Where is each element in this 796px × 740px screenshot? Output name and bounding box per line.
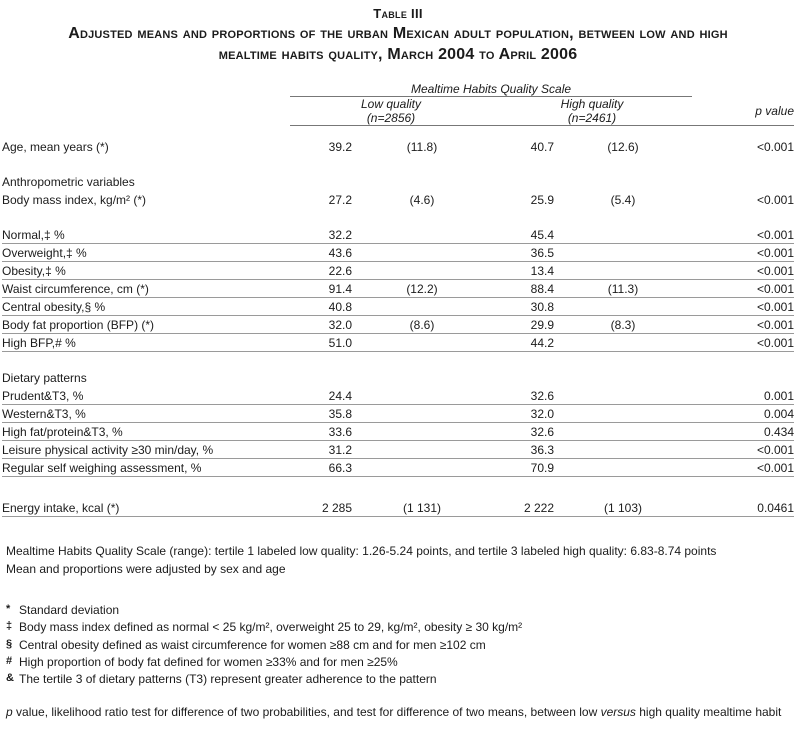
cell-low-value: 51.0 bbox=[290, 334, 352, 352]
cell-p-value: <0.001 bbox=[756, 192, 794, 207]
table-header bbox=[2, 82, 794, 126]
cell-label: Leisure physical activity ≥30 min/day, % bbox=[2, 441, 290, 459]
section-label: Dietary patterns bbox=[2, 370, 87, 385]
cell-low-value: 43.6 bbox=[290, 244, 352, 262]
table-number: Table III bbox=[373, 6, 423, 21]
footnote-tertile-definition bbox=[6, 671, 794, 688]
table-footnotes bbox=[2, 602, 794, 688]
cell-high-sd bbox=[554, 405, 692, 423]
note-scale-range: Mealtime Habits Quality Scale (range): tertile 1 labeled low quality: 1.26-5.24 points, and tertile 3 labeled high quality: 6.83-8.74 points bbox=[6, 544, 717, 559]
footnote-text: High proportion of body fat defined for women ≥33% and for men ≥25% bbox=[19, 654, 398, 669]
cell-low-value: 33.6 bbox=[290, 423, 352, 441]
table-row-bmi bbox=[2, 191, 794, 209]
cell-high-value: 2 222 bbox=[492, 499, 554, 517]
header-spacer-cell bbox=[2, 82, 290, 97]
cell-p-value: <0.001 bbox=[692, 298, 794, 316]
cell-p-value: <0.001 bbox=[692, 244, 794, 262]
cell-high-sd bbox=[554, 387, 692, 405]
cell-high-sd bbox=[554, 423, 692, 441]
cell-label: High BFP,# % bbox=[2, 334, 290, 352]
cell-low-sd bbox=[352, 423, 492, 441]
cell-high-sd bbox=[554, 334, 692, 352]
cell-low-sd bbox=[352, 441, 492, 459]
cell-high-sd bbox=[554, 244, 692, 262]
section-row-dietary-patterns bbox=[2, 369, 794, 387]
cell-p-value: <0.001 bbox=[692, 459, 794, 477]
row-spacer bbox=[2, 156, 794, 173]
table-row-waist-circumference bbox=[2, 280, 794, 298]
footnote-marker: * bbox=[6, 603, 11, 616]
footnote-marker: § bbox=[6, 637, 13, 650]
header-spacer-cell bbox=[692, 82, 794, 97]
column-header-high bbox=[492, 96, 692, 126]
cell-high-value: 88.4 bbox=[492, 280, 554, 298]
footnote-marker: & bbox=[6, 671, 14, 684]
cell-high-value: 25.9 bbox=[530, 192, 554, 207]
column-header-p-value: p value bbox=[692, 96, 794, 126]
cell-low-sd bbox=[352, 262, 492, 280]
cell-low-value: 32.0 bbox=[290, 316, 352, 334]
cell-high-value: 70.9 bbox=[492, 459, 554, 477]
section-row-anthropometric bbox=[2, 173, 794, 191]
cell-high-sd bbox=[554, 226, 692, 244]
cell-high-sd: (12.6) bbox=[607, 139, 639, 154]
table-row-energy-intake bbox=[2, 499, 794, 517]
data-table bbox=[2, 82, 794, 518]
cell-high-value: 30.8 bbox=[492, 298, 554, 316]
row-spacer bbox=[2, 352, 794, 369]
cell-low-value: 66.3 bbox=[290, 459, 352, 477]
table-row-western bbox=[2, 405, 794, 423]
cell-high-value: 36.5 bbox=[492, 244, 554, 262]
table-row-body-fat-proportion bbox=[2, 316, 794, 334]
cell-low-value: 31.2 bbox=[290, 441, 352, 459]
table-general-notes bbox=[2, 543, 794, 578]
table-body bbox=[2, 126, 794, 517]
footnote-bmi-definition bbox=[6, 619, 794, 636]
column-header-low-n: (n=2856) bbox=[366, 110, 416, 125]
cell-high-sd: (8.3) bbox=[554, 316, 692, 334]
footnote-text: Body mass index defined as normal < 25 kg/m², overweight 25 to 29, kg/m², obesity ≥ 30 kg/m² bbox=[19, 620, 523, 635]
cell-low-sd: (12.2) bbox=[352, 280, 492, 298]
cell-p-value: <0.001 bbox=[756, 139, 794, 154]
cell-p-value: <0.001 bbox=[692, 226, 794, 244]
header-spacer-cell bbox=[2, 96, 290, 126]
column-header-low-name: Low quality bbox=[360, 96, 422, 111]
cell-p-value: <0.001 bbox=[692, 262, 794, 280]
cell-high-sd: (5.4) bbox=[610, 192, 636, 207]
column-header-low bbox=[290, 96, 492, 126]
footnote-text: Standard deviation bbox=[19, 603, 120, 618]
column-header-row bbox=[2, 96, 794, 126]
cell-low-sd: (1 131) bbox=[352, 499, 492, 517]
cell-high-sd bbox=[554, 441, 692, 459]
cell-p-value: <0.001 bbox=[692, 316, 794, 334]
cell-p-value: 0.001 bbox=[692, 387, 794, 405]
cell-low-value: 24.4 bbox=[290, 387, 352, 405]
cell-low-value: 39.2 bbox=[328, 139, 352, 154]
cell-p-value: 0.004 bbox=[692, 405, 794, 423]
cell-high-value: 32.0 bbox=[492, 405, 554, 423]
versus-italic: versus bbox=[600, 705, 636, 720]
cell-high-value: 29.9 bbox=[492, 316, 554, 334]
cell-p-value: <0.001 bbox=[692, 334, 794, 352]
section-label: Anthropometric variables bbox=[2, 174, 135, 189]
cell-p-value: <0.001 bbox=[692, 280, 794, 298]
cell-high-value: 13.4 bbox=[492, 262, 554, 280]
cell-label: Overweight,‡ % bbox=[2, 244, 290, 262]
row-spacer bbox=[2, 209, 794, 226]
table-row-central-obesity bbox=[2, 298, 794, 316]
cell-high-value: 32.6 bbox=[492, 423, 554, 441]
note-p-value-method bbox=[2, 704, 794, 721]
table-row-age bbox=[2, 138, 794, 156]
cell-p-value: <0.001 bbox=[692, 441, 794, 459]
footnote-central-obesity-definition bbox=[6, 637, 794, 654]
cell-low-value: 2 285 bbox=[290, 499, 352, 517]
scale-header: Mealtime Habits Quality Scale bbox=[290, 82, 692, 97]
p-value-italic: p bbox=[6, 705, 13, 720]
cell-high-sd bbox=[554, 459, 692, 477]
table-row-high-bfp bbox=[2, 334, 794, 352]
cell-label: Age, mean years (*) bbox=[2, 139, 109, 154]
cell-low-sd bbox=[352, 226, 492, 244]
table-caption: Adjusted means and proportions of the urban Mexican adult population, between low and high mealtime habits quality, March 2004 to April 2006 bbox=[68, 25, 728, 63]
cell-low-sd: (11.8) bbox=[406, 139, 438, 154]
cell-label: Obesity,‡ % bbox=[2, 262, 290, 280]
cell-p-value: 0.0461 bbox=[692, 499, 794, 517]
column-header-high-n: (n=2461) bbox=[567, 110, 617, 125]
cell-high-sd bbox=[554, 262, 692, 280]
footnote-text: The tertile 3 of dietary patterns (T3) represent greater adherence to the pattern bbox=[19, 671, 437, 686]
cell-low-sd bbox=[352, 459, 492, 477]
cell-high-value: 40.7 bbox=[530, 139, 554, 154]
cell-low-sd: (4.6) bbox=[409, 192, 435, 207]
cell-low-sd bbox=[352, 334, 492, 352]
table-row-prudent bbox=[2, 387, 794, 405]
scale-header-row bbox=[2, 82, 794, 97]
footnote-marker: # bbox=[6, 654, 13, 667]
cell-p-value: 0.434 bbox=[692, 423, 794, 441]
footnote-text: Central obesity defined as waist circumference for women ≥88 cm and for men ≥102 cm bbox=[19, 637, 486, 652]
p-value-text-1: value, likelihood ratio test for difference of two probabilities, and test for difference of two means, between low bbox=[12, 705, 601, 720]
table-row-leisure-physical-activity bbox=[2, 441, 794, 459]
cell-label: Prudent&T3, % bbox=[2, 387, 290, 405]
cell-label: High fat/protein&T3, % bbox=[2, 423, 290, 441]
cell-label: Normal,‡ % bbox=[2, 226, 290, 244]
cell-low-value: 91.4 bbox=[290, 280, 352, 298]
table-row-high-fat-protein bbox=[2, 423, 794, 441]
cell-label: Body mass index, kg/m² (*) bbox=[2, 192, 147, 207]
cell-label: Energy intake, kcal (*) bbox=[2, 499, 290, 517]
cell-high-value: 36.3 bbox=[492, 441, 554, 459]
table-row-normal bbox=[2, 226, 794, 244]
cell-low-value: 32.2 bbox=[290, 226, 352, 244]
note-adjustment: Mean and proportions were adjusted by sex and age bbox=[6, 561, 286, 576]
cell-label: Western&T3, % bbox=[2, 405, 290, 423]
cell-low-value: 40.8 bbox=[290, 298, 352, 316]
cell-low-value: 22.6 bbox=[290, 262, 352, 280]
cell-label: Body fat proportion (BFP) (*) bbox=[2, 316, 290, 334]
footnote-high-bfp-definition bbox=[6, 654, 794, 671]
table-row-overweight bbox=[2, 244, 794, 262]
cell-label: Regular self weighing assessment, % bbox=[2, 459, 290, 477]
row-spacer bbox=[2, 126, 794, 138]
cell-low-sd bbox=[352, 405, 492, 423]
cell-high-value: 32.6 bbox=[492, 387, 554, 405]
table-row-regular-self-weighing bbox=[2, 459, 794, 477]
cell-high-sd bbox=[554, 298, 692, 316]
footnote-standard-deviation bbox=[6, 602, 794, 619]
cell-high-sd: (1 103) bbox=[554, 499, 692, 517]
table-row-obesity bbox=[2, 262, 794, 280]
row-spacer bbox=[2, 477, 794, 499]
cell-low-sd bbox=[352, 387, 492, 405]
column-header-high-name: High quality bbox=[560, 96, 624, 111]
cell-label: Central obesity,§ % bbox=[2, 298, 290, 316]
cell-low-sd bbox=[352, 244, 492, 262]
cell-high-value: 44.2 bbox=[492, 334, 554, 352]
cell-low-value: 35.8 bbox=[290, 405, 352, 423]
cell-low-value: 27.2 bbox=[328, 192, 352, 207]
footnote-marker: ‡ bbox=[6, 620, 13, 633]
cell-low-sd bbox=[352, 298, 492, 316]
p-value-text-2: high quality mealtime habit bbox=[635, 705, 782, 720]
cell-high-sd: (11.3) bbox=[554, 280, 692, 298]
cell-label: Waist circumference, cm (*) bbox=[2, 280, 290, 298]
cell-high-value: 45.4 bbox=[492, 226, 554, 244]
cell-low-sd: (8.6) bbox=[352, 316, 492, 334]
